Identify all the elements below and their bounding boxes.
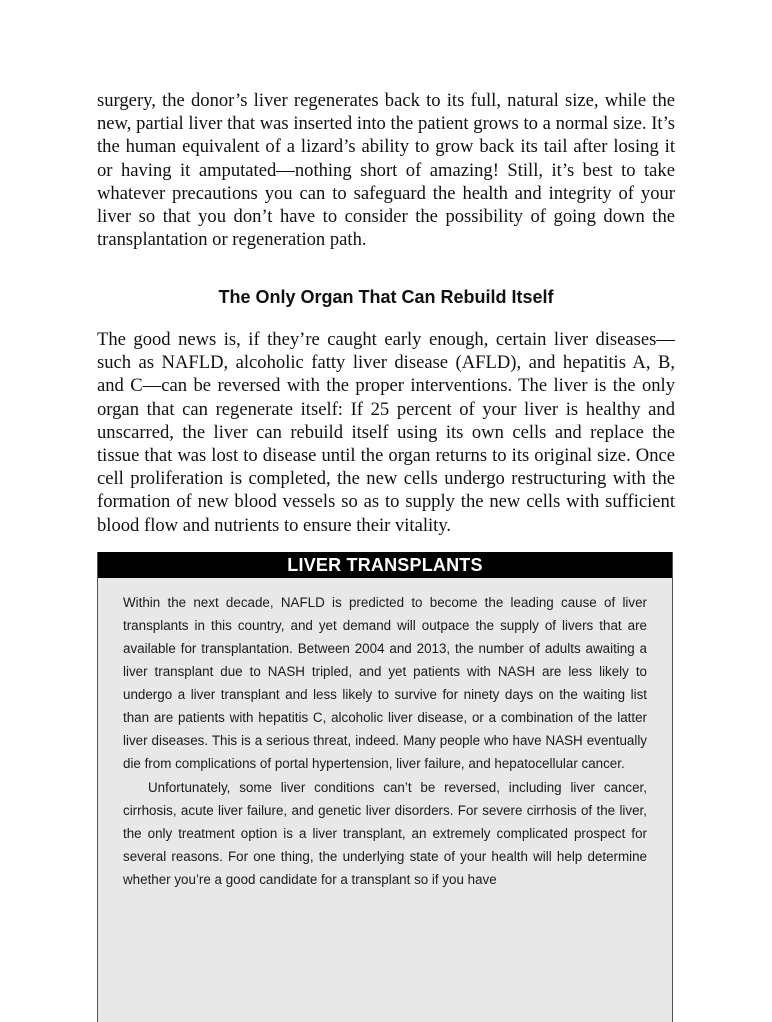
body-paragraph-2: The good news is, if they’re caught early enough, certain liver diseases—such as NAFLD, alcoholic fatty liver disease (AFLD), and hepatitis A, B, and C—can be reversed with the proper interventions. The liver is the only organ that can regenerate itself: If 25 percent of your liver is healthy and unscarred, the liver can rebuild itself using its own cells and replace the tissue that was lost to disease until the organ returns to its original size. Once cell proliferation is completed, the new cells undergo restructuring with the formation of new blood vessels so as to supply the new cells with sufficient blood flow and nutrients to ensure their vitality. [97, 329, 675, 536]
sidebar-title: LIVER TRANSPLANTS [287, 554, 483, 575]
body-paragraph-1: surgery, the donor’s liver regenerates back to its full, natural size, while the new, partial liver that was inserted into the patient grows to a normal size. It’s the human equivalent of a lizard’s ability to grow back its tail after losing it or having it amputated—nothing short of amazing! Still, it’s best to take whatever precautions you can to safeguard the health and integrity of your liver so that you don’t have to consider the possibility of going down the transplantation or regeneration path. [97, 90, 675, 251]
sidebar-paragraph-1: Within the next decade, NAFLD is predicted to become the leading cause of liver transplants in this country, and yet demand will outpace the supply of livers that are available for transplantation. Between 2004 and 2013, the number of adults awaiting a liver transplant due to NASH tripled, and yet patients with NASH are less likely to undergo a liver transplant and less likely to survive for ninety days on the waiting list than are patients with hepatitis C, alcoholic liver disease, or a combination of the latter liver diseases. This is a serious threat, indeed. Many people who have NASH eventually die from complications of portal hypertension, liver failure, and hepatocellular cancer. [123, 595, 647, 771]
sidebar-body [98, 578, 672, 891]
sidebar-box [97, 552, 673, 1022]
sidebar-header [98, 552, 672, 578]
sidebar-paragraph-2: Unfortunately, some liver conditions can’t be reversed, including liver cancer, cirrhosis, acute liver failure, and genetic liver disorders. For severe cirrhosis of the liver, the only treatment option is a liver transplant, an extremely complicated prospect for several reasons. For one thing, the underlying state of your health will help determine whether you’re a good candidate for a transplant so if you have [123, 780, 647, 887]
section-heading: The Only Organ That Can Rebuild Itself [218, 287, 554, 307]
